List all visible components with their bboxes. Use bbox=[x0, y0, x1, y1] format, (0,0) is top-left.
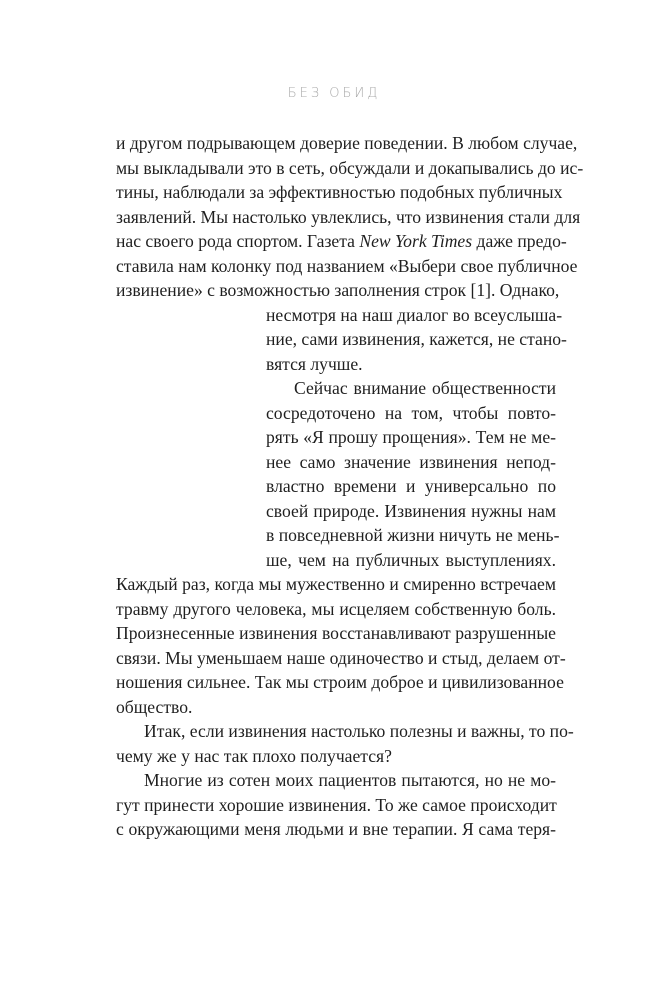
body-text: даже предо- bbox=[472, 231, 567, 251]
publication-title: New York Times bbox=[359, 231, 473, 251]
body-text: нас своего рода спортом. Газета bbox=[116, 231, 360, 251]
running-head: БЕЗ ОБИД bbox=[287, 86, 381, 101]
body-line: нее само значение извинения непод- bbox=[266, 451, 556, 472]
body-line: ние, сами извинения, кажется, не стано- bbox=[266, 329, 567, 349]
body-line: ше, чем на публичных выступлениях. bbox=[266, 549, 556, 570]
body-line: Произнесенные извинения восстанавливают разрушенные bbox=[116, 623, 556, 643]
body-line: сосредоточено на том, чтобы повто- bbox=[266, 402, 556, 423]
body-line: извинение» с возможностью заполнения строк [1]. Однако, bbox=[116, 280, 560, 300]
body-line: тины, наблюдали за эффективностью подобных публичных bbox=[116, 182, 563, 202]
body-line: с окружающими меня людьми и вне терапии. Я сама теря- bbox=[116, 819, 556, 839]
body-line: ношения сильнее. Так мы строим доброе и цивилизованное bbox=[116, 672, 564, 692]
body-line: ставила нам колонку под названием «Выбери свое публичное bbox=[116, 255, 578, 276]
body-line: властно времени и универсально по bbox=[266, 476, 556, 496]
body-line: Многие из сотен моих пациентов пытаются, но не мо- bbox=[144, 770, 556, 790]
body-line: чему же у нас так плохо получается? bbox=[116, 745, 392, 766]
body-line: несмотря на наш диалог во всеуслыша- bbox=[266, 304, 563, 325]
body-line: и другом подрывающем доверие поведении. В любом случае, bbox=[116, 133, 578, 153]
body-line: гут принести хорошие извинения. То же самое происходит bbox=[116, 794, 557, 815]
body-line: общество. bbox=[116, 696, 193, 717]
body-line: рять «Я прошу прощения». Тем не ме- bbox=[266, 427, 556, 447]
body-line: Итак, если извинения настолько полезны и важны, то по- bbox=[144, 721, 574, 741]
body-line: вятся лучше. bbox=[266, 353, 363, 374]
body-line: заявлений. Мы настолько увлеклись, что извинения стали для bbox=[116, 206, 581, 227]
body-line: в повседневной жизни ничуть не мень- bbox=[266, 525, 560, 545]
body-line: травму другого человека, мы исцеляем собственную боль. bbox=[116, 598, 556, 619]
body-line: Каждый раз, когда мы мужественно и смиренно встречаем bbox=[116, 574, 556, 594]
body-line-with-italic bbox=[116, 230, 567, 252]
body-line: мы выкладывали это в сеть, обсуждали и докапывались до ис- bbox=[116, 157, 584, 178]
body-line: связи. Мы уменьшаем наше одиночество и стыд, делаем от- bbox=[116, 647, 566, 668]
body-line: своей природе. Извинения нужны нам bbox=[266, 500, 556, 521]
body-line: Сейчас внимание общественности bbox=[294, 378, 556, 398]
